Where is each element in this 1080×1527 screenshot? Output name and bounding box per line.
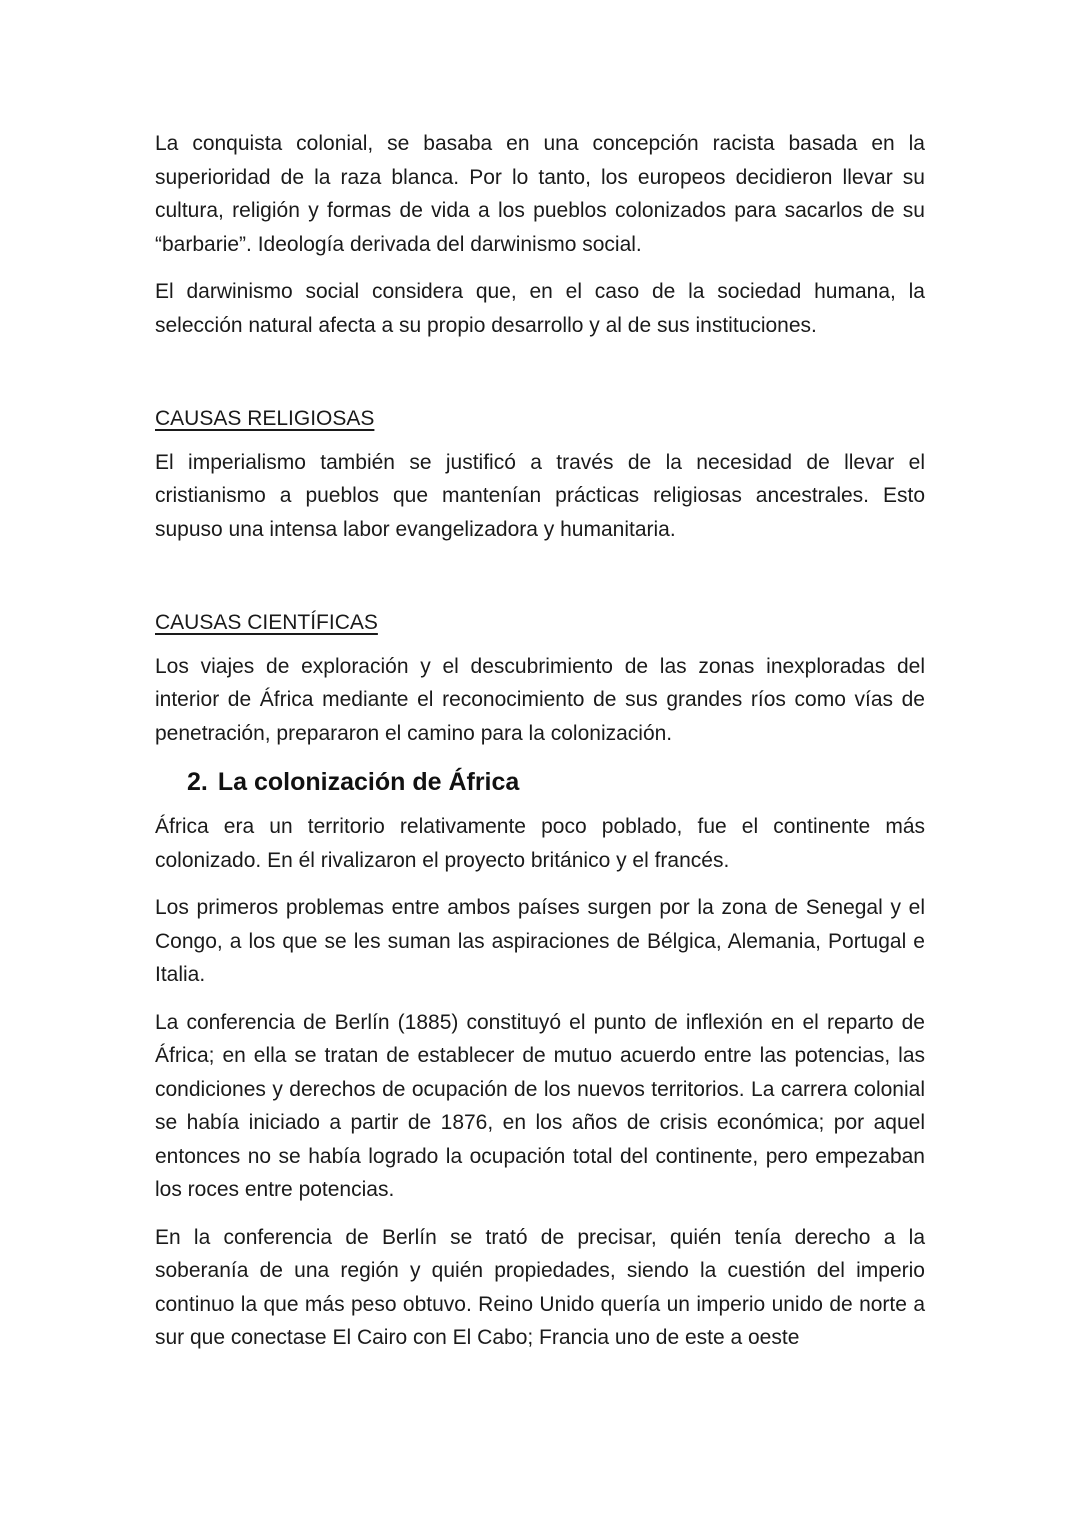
paragraph-religious-causes: El imperialismo también se justificó a través de la necesidad de llevar el cristianismo a pueblos que mantenían prácticas religiosas ancestrales. Esto supuso una intensa labor evangelizadora y humanitaria. xyxy=(155,450,925,541)
spacer xyxy=(155,560,925,606)
paragraph-first-problems: Los primeros problemas entre ambos países surgen por la zona de Senegal y el Congo, a los que se les suman las aspiraciones de Bélgica, Alemania, Portugal e Italia. xyxy=(155,896,925,986)
section-title-text: La colonización de África xyxy=(217,768,520,796)
paragraph-social-darwinism: El darwinismo social considera que, en el caso de la sociedad humana, la selección natural afecta a su propio desarrollo y al de sus instituciones. xyxy=(155,280,925,337)
paragraph-berlin-conference: La conferencia de Berlín (1885) constituyó el punto de inflexión en el reparto de África; en ella se tratan de establecer de mutuo acuerdo entre las potencias, las condiciones y derechos de ocupación de los nuevos territorios. La carrera colonial se había iniciado a partir de 1876, en los años de crisis económica; por aquel entonces no se había logrado la ocupación total del continente, pero empezaban los roces entre potencias. xyxy=(155,1010,925,1201)
heading-scientific-causes: CAUSAS CIENTÍFICAS xyxy=(155,611,378,634)
paragraph-scientific-causes: Los viajes de exploración y el descubrimiento de las zonas inexploradas del interior de África mediante el reconocimiento de sus grandes ríos como vías de penetración, prepararon el camino para la colonización. xyxy=(155,654,925,745)
section-number: 2. xyxy=(187,768,208,796)
paragraph-colonial-conquest: La conquista colonial, se basaba en una concepción racista basada en la superioridad de la raza blanca. Por lo tanto, los europeos decidieron llevar su cultura, religión y formas de vida a los pueblos colonizados para sacarlos de su “barbarie”. Ideología derivada del darwinismo social. xyxy=(155,132,925,256)
paragraph-africa-intro: África era un territorio relativamente poco poblado, fue el continente más colonizado. En él rivalizaron el proyecto británico y el francés. xyxy=(155,815,925,872)
paragraph-berlin-sovereignty: En la conferencia de Berlín se trató de precisar, quién tenía derecho a la soberanía de una región y quién propiedades, siendo la cuestión del imperio continuo la que más peso obtuvo. Reino Unido quería un imperio unido de norte a sur que conectase El Cairo con El Cabo; Francia uno de este a oeste xyxy=(155,1225,925,1349)
section-title-africa xyxy=(187,764,925,800)
spacer xyxy=(155,356,925,402)
document-page xyxy=(155,127,925,1369)
heading-religious-causes: CAUSAS RELIGIOSAS xyxy=(155,407,375,430)
